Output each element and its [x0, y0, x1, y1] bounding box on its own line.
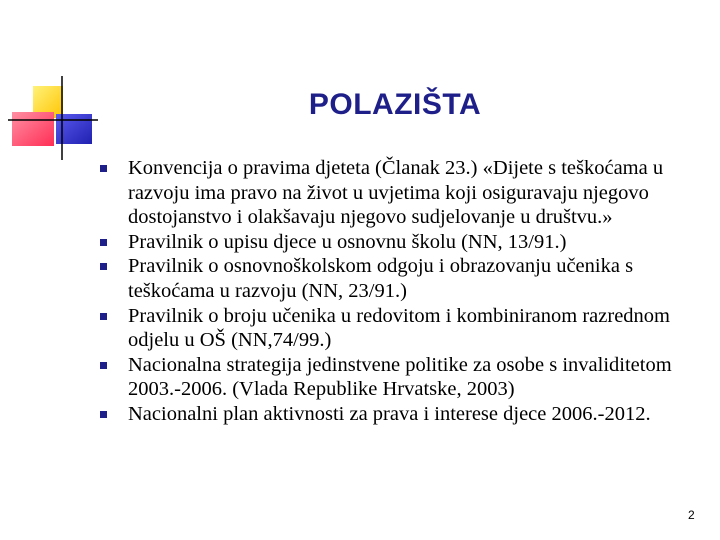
- bullet-item: [96, 230, 696, 255]
- square-bullet-icon: [100, 362, 107, 369]
- square-bullet-icon: [100, 263, 107, 270]
- page-number: 2: [688, 508, 695, 522]
- bullet-item: [96, 353, 696, 402]
- bullet-text: Konvencija o pravima djeteta (Članak 23.) «Dijete s teškoćama u razvoju ima pravo na život u uvjetima koji osiguravaju njegovo dostojanstvo i olakšavaju njegovo sudjelovanje u društvu.»: [128, 157, 664, 229]
- square-bullet-icon: [100, 313, 107, 320]
- square-bullet-icon: [100, 165, 107, 172]
- deco-red-square: [12, 112, 54, 146]
- bullet-item: [96, 254, 696, 303]
- bullet-text: Nacionalna strategija jedinstvene politike za osobe s invaliditetom 2003.-2006. (Vlada Republike Hrvatske, 2003): [128, 353, 672, 401]
- bullet-list: [96, 156, 696, 427]
- square-bullet-icon: [100, 239, 107, 246]
- bullet-item: [96, 156, 696, 230]
- bullet-text: Nacionalni plan aktivnosti za prava i interese djece 2006.-2012.: [128, 402, 651, 425]
- square-bullet-icon: [100, 411, 107, 418]
- slide-title: POLAZIŠTA: [308, 88, 482, 121]
- bullet-text: Pravilnik o upisu djece u osnovnu školu (NN, 13/91.): [128, 230, 567, 253]
- bullet-text: Pravilnik o broju učenika u redovitom i kombiniranom razrednom odjelu u OŠ (NN,74/99.): [128, 304, 670, 352]
- bullet-item: [96, 402, 696, 427]
- decorative-squares-logo: [0, 0, 110, 170]
- bullet-item: [96, 304, 696, 353]
- bullet-text: Pravilnik o osnovnoškolskom odgoju i obrazovanju učenika s teškoćama u razvoju (NN, 23/91.): [128, 255, 634, 302]
